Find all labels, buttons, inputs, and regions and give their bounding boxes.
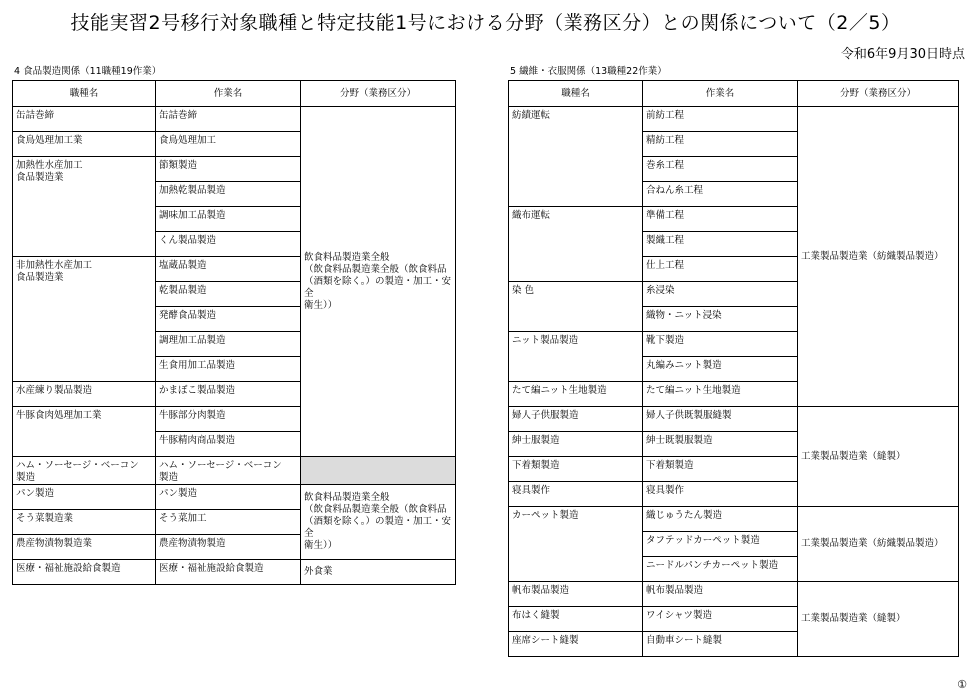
- food-manufacturing-table: [12, 80, 456, 585]
- work-cell: 食鳥処理加工: [156, 132, 301, 157]
- work-cell: 牛豚部分肉製造: [156, 407, 301, 432]
- field-cell-sewing-2: 工業製品製造業（縫製）: [798, 582, 959, 657]
- job-cell: 水産練り製品製造: [13, 382, 156, 407]
- field-cell-restaurant: 外食業: [301, 560, 456, 585]
- job-cell: 布はく縫製: [509, 607, 643, 632]
- job-cell: 寝具製作: [509, 482, 643, 507]
- work-cell: 寝具製作: [643, 482, 798, 507]
- field-cell-food-general-2: 飲食料品製造業全般 （飲食料品製造業全般（飲食料品 （酒類を除く。）の製造・加工・安全 衛生））: [301, 485, 456, 560]
- job-cell: 織布運転: [509, 207, 643, 282]
- header-job: 職種名: [13, 81, 156, 107]
- work-cell: 精紡工程: [643, 132, 798, 157]
- page-mark: ①: [957, 678, 967, 691]
- work-cell: 医療・福祉施設給食製造: [156, 560, 301, 585]
- field-cell-food-general: 飲食料品製造業全般 （飲食料品製造業全般（飲食料品 （酒類を除く。）の製造・加工・安全 衛生））: [301, 107, 456, 457]
- textile-clothing-table: [508, 80, 959, 657]
- field-cell-textile-2: 工業製品製造業（紡織製品製造）: [798, 507, 959, 582]
- job-cell: 医療・福祉施設給食製造: [13, 560, 156, 585]
- work-cell: ニードルパンチカーペット製造: [643, 557, 798, 582]
- section-label-food: 4 食品製造関係（11職種19作業）: [14, 66, 162, 77]
- work-cell: ハム・ソーセージ・ベーコン 製造: [156, 457, 301, 485]
- work-cell: くん製品製造: [156, 232, 301, 257]
- job-cell: 食鳥処理加工業: [13, 132, 156, 157]
- table-row: [13, 457, 456, 485]
- job-cell: カーペット製造: [509, 507, 643, 582]
- table-row: [509, 407, 959, 432]
- work-cell: 織じゅうたん製造: [643, 507, 798, 532]
- work-cell: 牛豚精肉商品製造: [156, 432, 301, 457]
- header-work: 作業名: [156, 81, 301, 107]
- work-cell: 調理加工品製造: [156, 332, 301, 357]
- work-cell: 製織工程: [643, 232, 798, 257]
- work-cell: 塩蔵品製造: [156, 257, 301, 282]
- table-row: [13, 107, 456, 132]
- header-field: 分野（業務区分）: [798, 81, 959, 107]
- work-cell: 婦人子供既製服縫製: [643, 407, 798, 432]
- job-cell: 非加熱性水産加工 食品製造業: [13, 257, 156, 382]
- job-cell: そう菜製造業: [13, 510, 156, 535]
- header-job: 職種名: [509, 81, 643, 107]
- table-row: [13, 560, 456, 585]
- work-cell: 生食用加工品製造: [156, 357, 301, 382]
- field-cell-textile: 工業製品製造業（紡織製品製造）: [798, 107, 959, 407]
- work-cell: 靴下製造: [643, 332, 798, 357]
- work-cell: 合ねん糸工程: [643, 182, 798, 207]
- work-cell: 発酵食品製造: [156, 307, 301, 332]
- work-cell: かまぼこ製品製造: [156, 382, 301, 407]
- job-cell: 帆布製品製造: [509, 582, 643, 607]
- header-field: 分野（業務区分）: [301, 81, 456, 107]
- work-cell: 缶詰巻締: [156, 107, 301, 132]
- section-label-textile: 5 繊維・衣服関係（13職種22作業）: [510, 66, 667, 77]
- table-row: [509, 507, 959, 532]
- page-title: 技能実習2号移行対象職種と特定技能1号における分野（業務区分）との関係について（2／5）: [70, 12, 901, 34]
- table-row: [509, 582, 959, 607]
- job-cell: 農産物漬物製造業: [13, 535, 156, 560]
- work-cell: 巻糸工程: [643, 157, 798, 182]
- work-cell: 帆布製品製造: [643, 582, 798, 607]
- work-cell: 農産物漬物製造: [156, 535, 301, 560]
- work-cell: 調味加工品製造: [156, 207, 301, 232]
- work-cell: 織物・ニット浸染: [643, 307, 798, 332]
- job-cell: 下着類製造: [509, 457, 643, 482]
- header-work: 作業名: [643, 81, 798, 107]
- job-cell: 紡績運転: [509, 107, 643, 207]
- table-row: [509, 107, 959, 132]
- job-cell: ニット製品製造: [509, 332, 643, 382]
- job-cell: パン製造: [13, 485, 156, 510]
- work-cell: 前紡工程: [643, 107, 798, 132]
- job-cell: ハム・ソーセージ・ベーコン 製造: [13, 457, 156, 485]
- work-cell: パン製造: [156, 485, 301, 510]
- field-cell-sewing: 工業製品製造業（縫製）: [798, 407, 959, 507]
- job-cell: 紳士服製造: [509, 432, 643, 457]
- work-cell: 節類製造: [156, 157, 301, 182]
- work-cell: たて編ニット生地製造: [643, 382, 798, 407]
- work-cell: ワイシャツ製造: [643, 607, 798, 632]
- work-cell: 準備工程: [643, 207, 798, 232]
- job-cell: 染 色: [509, 282, 643, 332]
- as-of-date: 令和6年9月30日時点: [840, 47, 965, 62]
- work-cell: そう菜加工: [156, 510, 301, 535]
- work-cell: 紳士既製服製造: [643, 432, 798, 457]
- job-cell: 加熱性水産加工 食品製造業: [13, 157, 156, 257]
- job-cell: たて編ニット生地製造: [509, 382, 643, 407]
- work-cell: 下着類製造: [643, 457, 798, 482]
- job-cell: 婦人子供服製造: [509, 407, 643, 432]
- table-header-row: [13, 81, 456, 107]
- table-header-row: [509, 81, 959, 107]
- work-cell: 丸編みニット製造: [643, 357, 798, 382]
- work-cell: 加熱乾製品製造: [156, 182, 301, 207]
- job-cell: 缶詰巻締: [13, 107, 156, 132]
- work-cell: 糸浸染: [643, 282, 798, 307]
- work-cell: タフテッドカーペット製造: [643, 532, 798, 557]
- work-cell: 乾製品製造: [156, 282, 301, 307]
- work-cell: 仕上工程: [643, 257, 798, 282]
- job-cell: 牛豚食肉処理加工業: [13, 407, 156, 457]
- work-cell: 自動車シート縫製: [643, 632, 798, 657]
- job-cell: 座席シート縫製: [509, 632, 643, 657]
- table-row: [13, 485, 456, 510]
- field-cell-na: [301, 457, 456, 485]
